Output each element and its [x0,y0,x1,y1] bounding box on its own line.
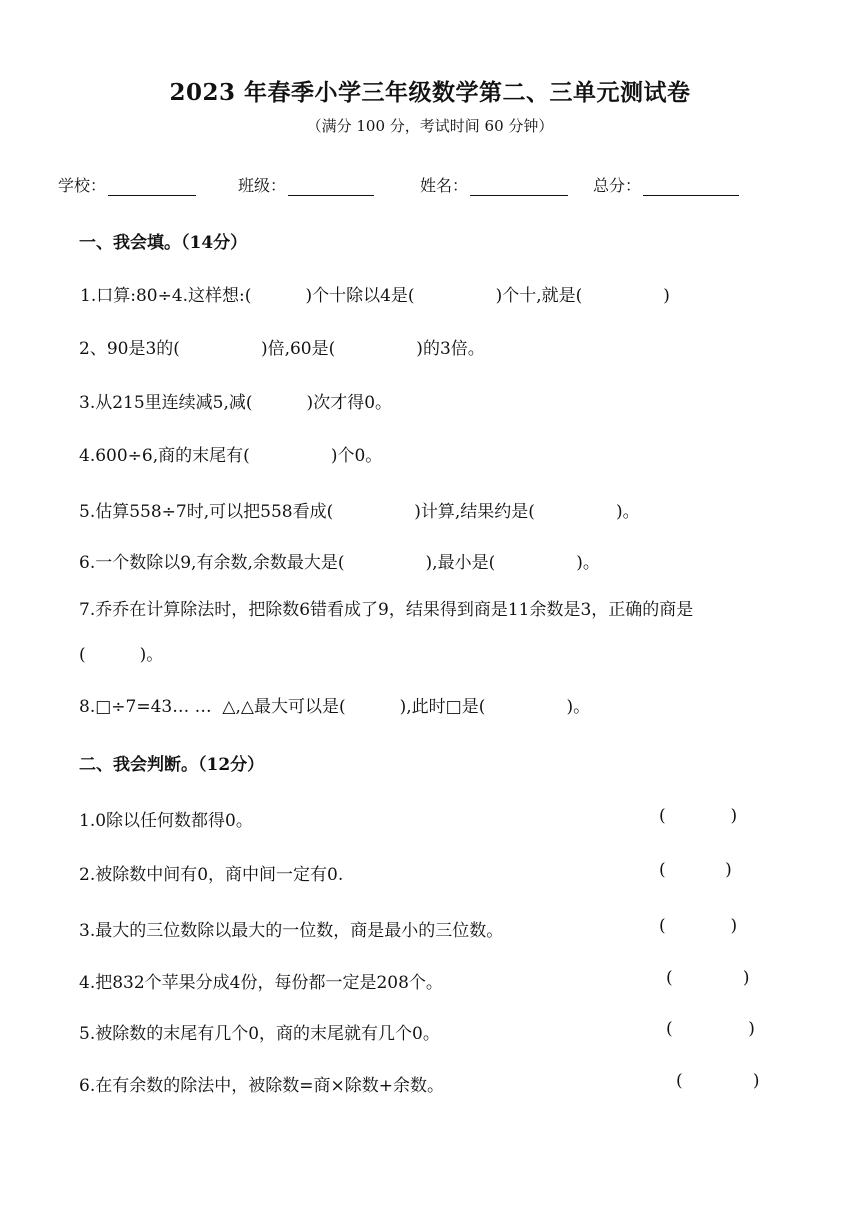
fill-question-7-cont: ( )。 [79,645,164,665]
judge-question-5: 5.被除数的末尾有几个0，商的末尾就有几个0。 [79,1024,440,1044]
class-field [238,173,374,196]
judge-answer-6[interactable]: ( ) [676,1071,760,1091]
fill-question-8: 8.□÷7=43… … △,△最大可以是( ),此时□是( )。 [79,697,591,717]
score-blank[interactable] [643,177,739,196]
judge-answer-4[interactable]: ( ) [666,968,750,988]
school-blank[interactable] [108,177,196,196]
judge-question-6: 6.在有余数的除法中，被除数=商×除数+余数。 [79,1076,444,1096]
name-blank[interactable] [470,177,568,196]
judge-answer-2[interactable]: ( ) [659,860,732,880]
score-field [593,173,739,196]
fill-question-7: 7.乔乔在计算除法时，把除数6错看成了9，结果得到商是11余数是3，正确的商是 [79,600,694,620]
name-label: 姓名： [420,176,469,195]
judge-question-4: 4.把832个苹果分成4份，每份都一定是208个。 [79,973,443,993]
page-title: 2023 年春季小学三年级数学第二、三单元测试卷 [169,79,691,106]
fill-question-5: 5.估算558÷7时,可以把558看成( )计算,结果约是( )。 [79,502,640,522]
judge-answer-1[interactable]: ( ) [659,806,738,826]
judge-answer-5[interactable]: ( ) [666,1019,755,1039]
class-label: 班级： [238,176,287,195]
section2-heading: 二、我会判断。（12分） [79,755,265,775]
fill-question-2: 2、90是3的( )倍,60是( )的3倍。 [79,339,485,359]
class-blank[interactable] [288,177,374,196]
school-field [58,173,196,196]
fill-question-3: 3.从215里连续减5,减( )次才得0。 [79,393,393,413]
fill-question-4: 4.600÷6,商的末尾有( )个0。 [79,446,383,466]
judge-question-2: 2.被除数中间有0，商中间一定有0. [79,865,344,885]
section1-heading: 一、我会填。（14分） [79,233,248,253]
fill-question-6: 6.一个数除以9,有余数,余数最大是( ),最小是( )。 [79,553,600,573]
judge-question-3: 3.最大的三位数除以最大的一位数，商是最小的三位数。 [79,921,504,941]
name-field [420,173,568,196]
school-label: 学校： [58,176,107,195]
judge-question-1: 1.0除以任何数都得0。 [79,811,253,831]
score-label: 总分： [593,176,642,195]
page-subtitle: （满分 100 分，考试时间 60 分钟） [306,117,554,135]
fill-question-1: 1.口算:80÷4.这样想:( )个十除以4是( )个十,就是( ) [80,286,670,306]
judge-answer-3[interactable]: ( ) [659,916,738,936]
